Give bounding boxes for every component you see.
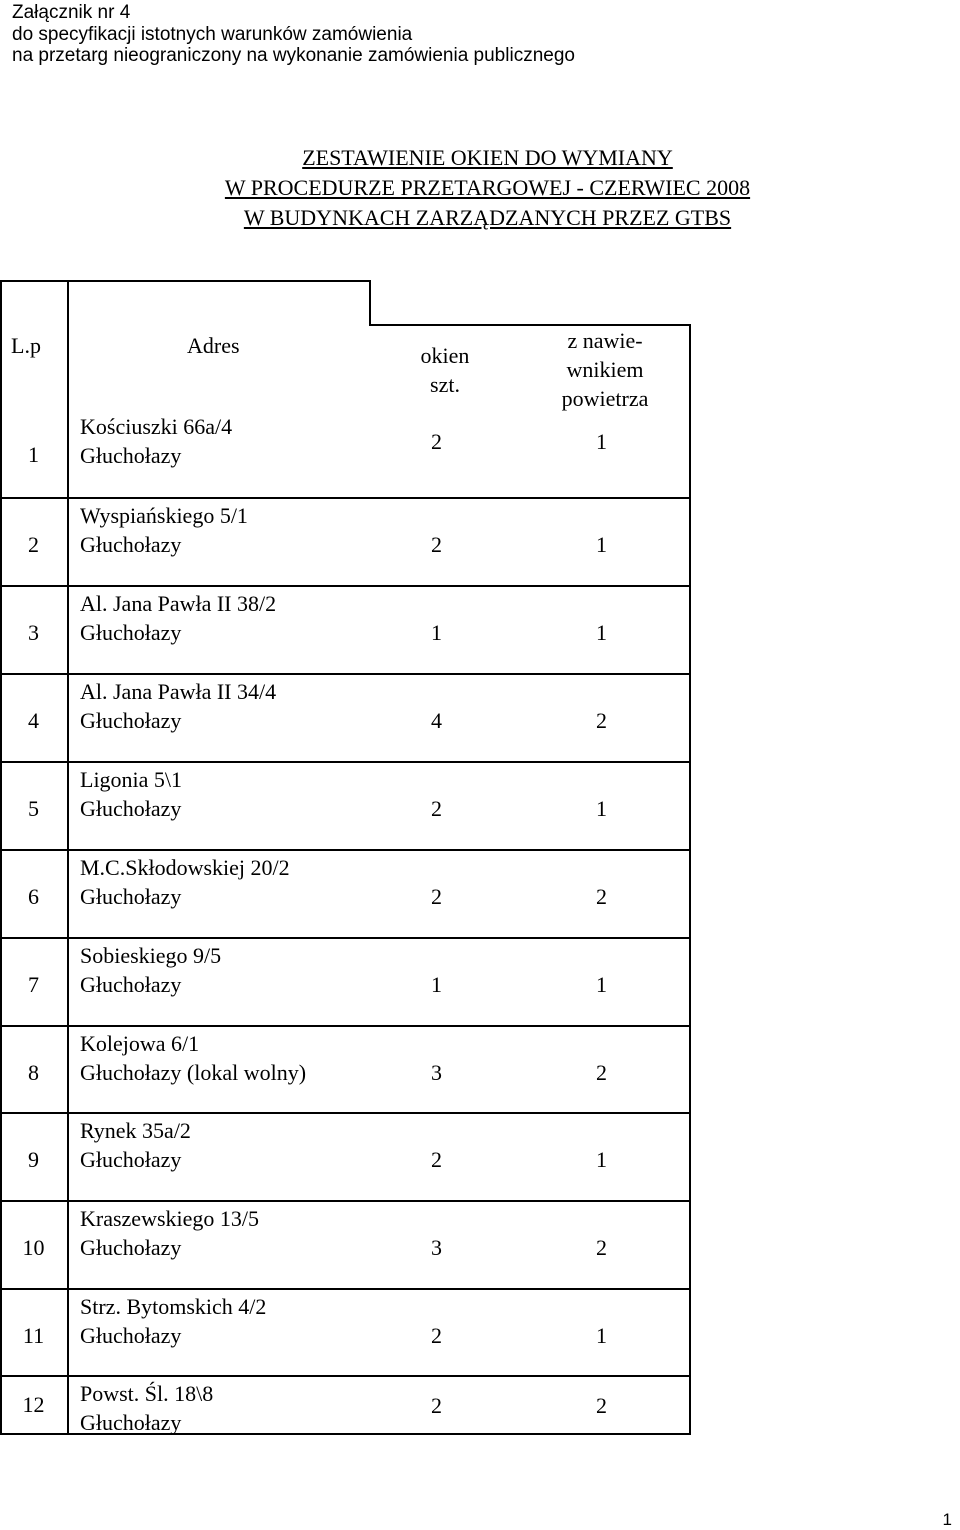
row-okien: 2 xyxy=(431,429,442,454)
header-nawiew-line-1: z nawie- xyxy=(567,328,643,353)
row-street: Kościuszki 66a/4 xyxy=(80,414,233,439)
header-adres: Adres xyxy=(187,333,240,358)
row-okien: 4 xyxy=(431,708,442,733)
row-divider xyxy=(0,497,691,499)
row-city: Głuchołazy xyxy=(80,532,182,557)
header-lp: L.p xyxy=(11,333,41,358)
title-line-1: ZESTAWIENIE OKIEN DO WYMIANY xyxy=(302,145,673,170)
row-okien: 2 xyxy=(431,884,442,909)
row-street: Powst. Śl. 18\8 xyxy=(80,1381,214,1406)
row-lp: 12 xyxy=(22,1392,45,1417)
title-line-3: W BUDYNKACH ZARZĄDZANYCH PRZEZ GTBS xyxy=(243,205,732,230)
row-okien: 2 xyxy=(431,532,442,557)
row-city: Głuchołazy xyxy=(80,1410,182,1435)
row-city: Głuchołazy xyxy=(80,1323,182,1348)
row-lp: 9 xyxy=(28,1147,39,1172)
row-nawiew: 1 xyxy=(596,429,607,454)
row-city: Głuchołazy xyxy=(80,443,182,468)
attachment-line-1: Załącznik nr 4 xyxy=(12,2,131,23)
header-divider-adres xyxy=(369,280,371,325)
row-okien: 2 xyxy=(431,1147,442,1172)
row-street: Al. Jana Pawła II 34/4 xyxy=(80,679,277,704)
row-city: Głuchołazy xyxy=(80,1235,182,1260)
row-divider xyxy=(0,673,691,675)
row-lp: 1 xyxy=(28,442,39,467)
attachment-line-2: do specyfikacji istotnych warunków zamówienia xyxy=(12,23,413,45)
attachment-header xyxy=(12,2,575,67)
row-lp: 10 xyxy=(22,1235,45,1260)
header-okien-line-2: szt. xyxy=(430,372,460,397)
row-lp: 4 xyxy=(28,708,39,733)
row-city: Głuchołazy (lokal wolny) xyxy=(80,1060,307,1085)
header-nawiew-line-3: powietrza xyxy=(561,386,649,411)
row-street: M.C.Skłodowskiej 20/2 xyxy=(80,855,290,880)
row-divider xyxy=(0,1200,691,1202)
row-nawiew: 1 xyxy=(596,972,607,997)
row-divider xyxy=(0,585,691,587)
row-nawiew: 2 xyxy=(596,1393,607,1418)
row-street: Strz. Bytomskich 4/2 xyxy=(80,1294,267,1319)
attachment-line-3: na przetarg nieograniczony na wykonanie zamówienia publicznego xyxy=(12,45,575,66)
column-divider-lp xyxy=(67,280,69,1435)
row-city: Głuchołazy xyxy=(80,708,182,733)
row-lp: 5 xyxy=(28,796,39,821)
row-lp: 7 xyxy=(28,972,39,997)
row-divider xyxy=(0,1112,691,1114)
row-street: Ligonia 5\1 xyxy=(80,767,183,792)
header-nawiew xyxy=(530,326,680,413)
row-divider xyxy=(0,1375,691,1377)
row-nawiew: 1 xyxy=(596,1147,607,1172)
row-divider xyxy=(0,937,691,939)
row-city: Głuchołazy xyxy=(80,972,182,997)
row-nawiew: 1 xyxy=(596,620,607,645)
row-okien: 2 xyxy=(431,1393,442,1418)
row-okien: 2 xyxy=(431,1323,442,1348)
row-divider xyxy=(0,761,691,763)
row-city: Głuchołazy xyxy=(80,620,182,645)
row-lp: 6 xyxy=(28,884,39,909)
table-top-border xyxy=(0,280,371,282)
row-nawiew: 1 xyxy=(596,796,607,821)
row-okien: 1 xyxy=(431,972,442,997)
row-okien: 3 xyxy=(431,1060,442,1085)
row-lp: 2 xyxy=(28,532,39,557)
row-nawiew: 2 xyxy=(596,1235,607,1260)
row-street: Rynek 35a/2 xyxy=(80,1118,191,1143)
row-street: Kolejowa 6/1 xyxy=(80,1031,200,1056)
table-right-border xyxy=(689,324,691,1435)
title-line-2: W PROCEDURZE PRZETARGOWEJ - CZERWIEC 2008 xyxy=(224,175,751,200)
row-divider xyxy=(0,1288,691,1290)
row-street: Kraszewskiego 13/5 xyxy=(80,1206,260,1231)
header-nawiew-line-2: wnikiem xyxy=(566,357,644,382)
page-number: 1 xyxy=(942,1510,952,1529)
row-nawiew: 2 xyxy=(596,708,607,733)
row-divider xyxy=(0,1025,691,1027)
row-nawiew: 1 xyxy=(596,532,607,557)
row-lp: 3 xyxy=(28,620,39,645)
row-nawiew: 1 xyxy=(596,1323,607,1348)
row-city: Głuchołazy xyxy=(80,1147,182,1172)
document-title xyxy=(0,143,960,233)
row-nawiew: 2 xyxy=(596,1060,607,1085)
row-nawiew: 2 xyxy=(596,884,607,909)
row-okien: 1 xyxy=(431,620,442,645)
row-street: Sobieskiego 9/5 xyxy=(80,943,222,968)
row-lp: 11 xyxy=(22,1323,45,1348)
row-city: Głuchołazy xyxy=(80,796,182,821)
row-street: Al. Jana Pawła II 38/2 xyxy=(80,591,277,616)
header-okien-line-1: okien xyxy=(420,343,470,368)
row-street: Wyspiańskiego 5/1 xyxy=(80,503,248,528)
row-lp: 8 xyxy=(28,1060,39,1085)
row-city: Głuchołazy xyxy=(80,884,182,909)
row-divider xyxy=(0,849,691,851)
row-okien: 2 xyxy=(431,796,442,821)
row-okien: 3 xyxy=(431,1235,442,1260)
header-okien xyxy=(405,341,485,399)
